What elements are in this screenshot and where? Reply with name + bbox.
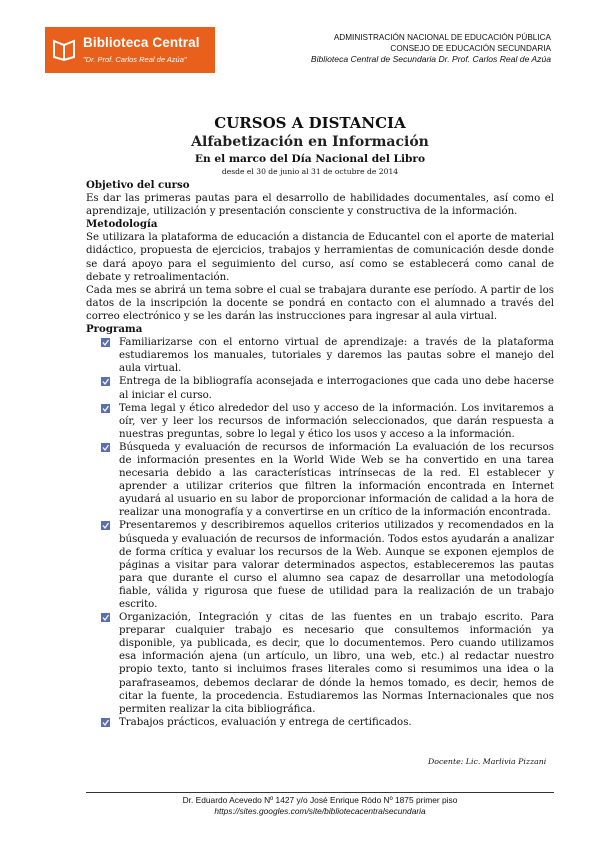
programa-heading: Programa bbox=[86, 323, 143, 336]
bullet-icon bbox=[101, 521, 110, 530]
bullet-icon bbox=[101, 377, 110, 386]
footer-divider bbox=[86, 792, 554, 793]
bullet-icon bbox=[101, 443, 110, 452]
document-body bbox=[86, 179, 554, 729]
list-item bbox=[86, 441, 554, 520]
document-title: CURSOS A DISTANCIA bbox=[214, 114, 406, 132]
list-item bbox=[86, 375, 554, 401]
list-item bbox=[86, 336, 554, 375]
programa-list bbox=[86, 336, 554, 729]
header-line-3: Biblioteca Central de Secundaria Dr. Prof. Carlos Real de Azúa bbox=[310, 54, 551, 64]
objetivo-heading: Objetivo del curso bbox=[86, 179, 190, 191]
footer-url[interactable]: https://sites.googles.com/site/bibliotecacentralsecundaria bbox=[214, 806, 426, 816]
programa-item-text: Tema legal y ético alrededor del uso y acceso de la información. Los invitaremos a oír, ver y leer los recursos de información seleccionados, que darán respuesta a nuestras preguntas, sobre lo legal y ético los usos y acceso a la información. bbox=[119, 402, 554, 440]
programa-item-text: Trabajos prácticos, evaluación y entrega de certificados. bbox=[119, 716, 412, 728]
header-line-1: ADMINISTRACIÓN NACIONAL DE EDUCACIÓN PÚBLICA bbox=[333, 33, 551, 42]
objetivo-text: Es dar las primeras pautas para el desarrollo de habilidades documentales, así como el aprendizaje, utilización y presentación consciente y constructiva de la información. bbox=[86, 193, 554, 218]
programa-item-text: Organización, Integración y citas de las fuentes en un trabajo escrito. Para preparar cualquier trabajo es necesario que consultemos información ya disponible, ya publicada, es decir, que lo documentemos. Pero cuando utilizamos esa información ajena (un artículo, un libro, una web, etc.) al redactar nuestro propio texto, tanto si incluimos frases literales como si resumimos una idea o la parafraseamos, debemos declarar de dónde la hemos tomado, es decir, hemos de citar la fuente, la procedencia. Estudiaremos las Normas Internacionales que nos permiten realizar la cita bibliográfica. bbox=[119, 612, 554, 715]
metodologia-paragraph-2: Cada mes se abrirá un tema sobre el cual se trabajara durante ese período. A partir de los datos de la inscripción la docente se pondrá en contacto con el alumnado a través del correo electrónico y se les darán las instrucciones para ingresar al aula virtual. bbox=[86, 284, 554, 322]
bullet-icon bbox=[101, 718, 110, 727]
list-item bbox=[86, 716, 554, 729]
programa-item-text: Entrega de la bibliografía aconsejada e interrogaciones que cada uno debe hacerse al iniciar el curso. bbox=[119, 376, 554, 401]
docente-signature: Docente: Lic. Marlivia Pizzani bbox=[428, 757, 547, 766]
programa-item-text: Familiarizarse con el entorno virtual de aprendizaje: a través de la plataforma estudiaremos los manuales, tutoriales y daremos las pautas sobre el manejo del aula virtual. bbox=[119, 337, 554, 375]
document-dates: desde el 30 de junio al 31 de octubre de 2014 bbox=[221, 167, 399, 176]
list-item bbox=[86, 519, 554, 611]
institution-header bbox=[311, 32, 551, 65]
bullet-icon bbox=[101, 613, 110, 622]
document-context: En el marco del Día Nacional del Libro bbox=[194, 153, 426, 165]
programa-item-text: Búsqueda y evaluación de recursos de información La evaluación de los recursos de información presentes en la World Wide Web se ha convertido en una tarea necesaria debido a las características intrínsecas de la red. El establecer y aprender a utilizar criterios que filtren la información encontrada en Internet ayudará al usuario en su labor de proporcionar información de calidad a la hora de realizar una monografía y a convertirse en un crítico de la información encontrada. bbox=[119, 441, 554, 519]
page-footer bbox=[86, 795, 554, 817]
metodologia-heading: Metodología bbox=[86, 218, 158, 231]
footer-address: Dr. Eduardo Acevedo Nº 1427 y/o José Enrique Ródo Nº 1875 primer piso bbox=[182, 795, 458, 805]
list-item bbox=[86, 402, 554, 441]
metodologia-paragraph-1: Se utilizara la plataforma de educación a distancia de Educantel con el aporte de material didáctico, propuesta de ejercicios, trabajos y herramientas de comunicación desde donde se dará apoyo para el seguimiento del curso, así como se establecerá como canal de debate y retroalimentación. bbox=[86, 232, 554, 283]
header-line-2: CONSEJO DE EDUCACIÓN SECUNDARIA bbox=[390, 44, 551, 53]
bullet-icon bbox=[101, 338, 110, 347]
book-icon bbox=[51, 36, 77, 62]
programa-item-text: Presentaremos y describiremos aquellos criterios utilizados y recomendados en la búsqueda y evaluación de recursos de información. Todos estos ayudarán a analizar de forma crítica y evaluar los recursos de la Web. Aunque se exponen ejemplos de páginas a visitar para valorar determinados aspectos, estableceremos las pautas para que durante el curso el alumno sea capaz de desarrollar una metodología fiable, válida y rigurosa que fuese de utilidad para la realización de un trabajo escrito. bbox=[119, 520, 554, 610]
list-item bbox=[86, 611, 554, 716]
logo-subtitle: "Dr. Prof. Carlos Real de Azúa" bbox=[83, 55, 187, 64]
library-logo bbox=[45, 27, 215, 73]
bullet-icon bbox=[101, 404, 110, 413]
logo-name: Biblioteca Central bbox=[83, 35, 200, 50]
document-subtitle: Alfabetización en Información bbox=[191, 134, 429, 150]
